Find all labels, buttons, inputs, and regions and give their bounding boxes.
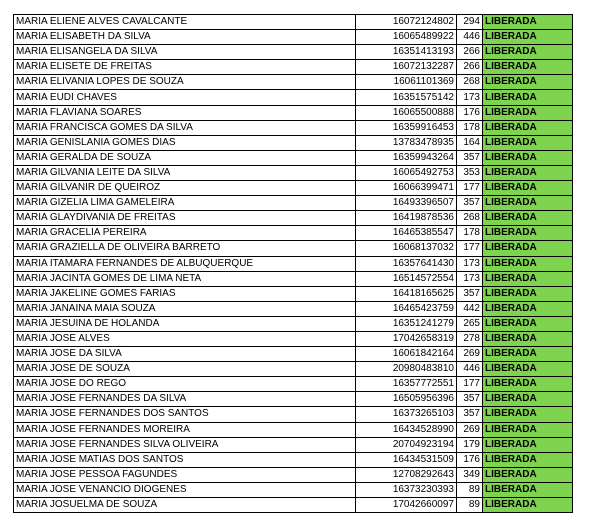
- code-cell: 16072124802: [356, 15, 457, 30]
- code-cell: 16351575142: [356, 90, 457, 105]
- code-cell: 16418165625: [356, 286, 457, 301]
- name-cell: MARIA JACINTA GOMES DE LIMA NETA: [14, 271, 356, 286]
- name-cell: MARIA JOSE FERNANDES DOS SANTOS: [14, 407, 356, 422]
- name-cell: MARIA GRACELIA PEREIRA: [14, 226, 356, 241]
- code-cell: 16061842164: [356, 347, 457, 362]
- value-cell: 278: [457, 331, 483, 346]
- value-cell: 266: [457, 45, 483, 60]
- name-cell: MARIA GILVANIR DE QUEIROZ: [14, 181, 356, 196]
- value-cell: 178: [457, 120, 483, 135]
- table-row: [14, 45, 573, 60]
- value-cell: 266: [457, 60, 483, 75]
- table-body: [14, 15, 573, 513]
- value-cell: 173: [457, 90, 483, 105]
- code-cell: 16465385547: [356, 226, 457, 241]
- value-cell: 268: [457, 75, 483, 90]
- code-cell: 16357772551: [356, 377, 457, 392]
- name-cell: MARIA JOSUELMA DE SOUZA: [14, 498, 356, 513]
- table-row: [14, 150, 573, 165]
- name-cell: MARIA JOSE VENANCIO DIOGENES: [14, 482, 356, 497]
- code-cell: 16065500888: [356, 105, 457, 120]
- value-cell: 446: [457, 362, 483, 377]
- value-cell: 89: [457, 482, 483, 497]
- code-cell: 17042660097: [356, 498, 457, 513]
- table-row: [14, 392, 573, 407]
- value-cell: 177: [457, 181, 483, 196]
- name-cell: MARIA JOSE DE SOUZA: [14, 362, 356, 377]
- name-cell: MARIA ELISANGELA DA SILVA: [14, 45, 356, 60]
- table-row: [14, 60, 573, 75]
- code-cell: 16514572554: [356, 271, 457, 286]
- code-cell: 16065492753: [356, 165, 457, 180]
- name-cell: MARIA JOSE ALVES: [14, 331, 356, 346]
- status-badge: LIBERADA: [483, 60, 573, 75]
- status-badge: LIBERADA: [483, 241, 573, 256]
- table-row: [14, 30, 573, 45]
- table-row: [14, 105, 573, 120]
- code-cell: 16373230393: [356, 482, 457, 497]
- status-badge: LIBERADA: [483, 498, 573, 513]
- status-badge: LIBERADA: [483, 30, 573, 45]
- name-cell: MARIA GILVANIA LEITE DA SILVA: [14, 165, 356, 180]
- table-row: [14, 347, 573, 362]
- table-row: [14, 301, 573, 316]
- table-row: [14, 482, 573, 497]
- status-badge: LIBERADA: [483, 407, 573, 422]
- status-badge: LIBERADA: [483, 165, 573, 180]
- name-cell: MARIA JANAINA MAIA SOUZA: [14, 301, 356, 316]
- status-badge: LIBERADA: [483, 196, 573, 211]
- table-row: [14, 120, 573, 135]
- value-cell: 357: [457, 286, 483, 301]
- code-cell: 16373265103: [356, 407, 457, 422]
- status-badge: LIBERADA: [483, 301, 573, 316]
- code-cell: 13783478935: [356, 135, 457, 150]
- value-cell: 265: [457, 316, 483, 331]
- code-cell: 20704923194: [356, 437, 457, 452]
- beneficiary-table: [13, 14, 573, 513]
- name-cell: MARIA EUDI CHAVES: [14, 90, 356, 105]
- name-cell: MARIA JOSE PESSOA FAGUNDES: [14, 467, 356, 482]
- value-cell: 268: [457, 211, 483, 226]
- value-cell: 294: [457, 15, 483, 30]
- status-badge: LIBERADA: [483, 181, 573, 196]
- code-cell: 20980483810: [356, 362, 457, 377]
- status-badge: LIBERADA: [483, 437, 573, 452]
- value-cell: 177: [457, 377, 483, 392]
- status-badge: LIBERADA: [483, 331, 573, 346]
- table-row: [14, 362, 573, 377]
- name-cell: MARIA FRANCISCA GOMES DA SILVA: [14, 120, 356, 135]
- table-row: [14, 90, 573, 105]
- name-cell: MARIA JESUINA DE HOLANDA: [14, 316, 356, 331]
- table-row: [14, 407, 573, 422]
- name-cell: MARIA ELISETE DE FREITAS: [14, 60, 356, 75]
- status-badge: LIBERADA: [483, 90, 573, 105]
- name-cell: MARIA GENISLANIA GOMES DIAS: [14, 135, 356, 150]
- code-cell: 16434528990: [356, 422, 457, 437]
- name-cell: MARIA JOSE FERNANDES MOREIRA: [14, 422, 356, 437]
- table-row: [14, 241, 573, 256]
- code-cell: 16419878536: [356, 211, 457, 226]
- status-badge: LIBERADA: [483, 422, 573, 437]
- code-cell: 16434531509: [356, 452, 457, 467]
- status-badge: LIBERADA: [483, 211, 573, 226]
- table-row: [14, 165, 573, 180]
- status-badge: LIBERADA: [483, 150, 573, 165]
- table-row: [14, 331, 573, 346]
- status-badge: LIBERADA: [483, 15, 573, 30]
- table-row: [14, 422, 573, 437]
- value-cell: 178: [457, 226, 483, 241]
- value-cell: 179: [457, 437, 483, 452]
- value-cell: 357: [457, 392, 483, 407]
- name-cell: MARIA JOSE FERNANDES DA SILVA: [14, 392, 356, 407]
- value-cell: 442: [457, 301, 483, 316]
- table-row: [14, 271, 573, 286]
- name-cell: MARIA GERALDA DE SOUZA: [14, 150, 356, 165]
- code-cell: 12708292643: [356, 467, 457, 482]
- value-cell: 269: [457, 347, 483, 362]
- value-cell: 89: [457, 498, 483, 513]
- table-row: [14, 75, 573, 90]
- name-cell: MARIA JAKELINE GOMES FARIAS: [14, 286, 356, 301]
- table-row: [14, 286, 573, 301]
- value-cell: 349: [457, 467, 483, 482]
- name-cell: MARIA GRAZIELLA DE OLIVEIRA BARRETO: [14, 241, 356, 256]
- value-cell: 164: [457, 135, 483, 150]
- status-badge: LIBERADA: [483, 482, 573, 497]
- table-row: [14, 256, 573, 271]
- status-badge: LIBERADA: [483, 226, 573, 241]
- value-cell: 353: [457, 165, 483, 180]
- code-cell: 16351241279: [356, 316, 457, 331]
- code-cell: 16061101369: [356, 75, 457, 90]
- table-row: [14, 467, 573, 482]
- status-badge: LIBERADA: [483, 316, 573, 331]
- name-cell: MARIA ELIENE ALVES CAVALCANTE: [14, 15, 356, 30]
- value-cell: 173: [457, 256, 483, 271]
- status-badge: LIBERADA: [483, 256, 573, 271]
- value-cell: 176: [457, 105, 483, 120]
- table-row: [14, 452, 573, 467]
- value-cell: 357: [457, 196, 483, 211]
- table-row: [14, 226, 573, 241]
- table-row: [14, 211, 573, 226]
- status-badge: LIBERADA: [483, 467, 573, 482]
- name-cell: MARIA JOSE DA SILVA: [14, 347, 356, 362]
- value-cell: 176: [457, 452, 483, 467]
- status-badge: LIBERADA: [483, 45, 573, 60]
- status-badge: LIBERADA: [483, 362, 573, 377]
- table-row: [14, 135, 573, 150]
- value-cell: 446: [457, 30, 483, 45]
- code-cell: 17042658319: [356, 331, 457, 346]
- status-badge: LIBERADA: [483, 452, 573, 467]
- status-badge: LIBERADA: [483, 347, 573, 362]
- status-badge: LIBERADA: [483, 286, 573, 301]
- table-row: [14, 181, 573, 196]
- value-cell: 357: [457, 407, 483, 422]
- table-row: [14, 196, 573, 211]
- code-cell: 16072132287: [356, 60, 457, 75]
- code-cell: 16065489922: [356, 30, 457, 45]
- name-cell: MARIA ELISABETH DA SILVA: [14, 30, 356, 45]
- code-cell: 16351413193: [356, 45, 457, 60]
- name-cell: MARIA JOSE FERNANDES SILVA OLIVEIRA: [14, 437, 356, 452]
- code-cell: 16465423759: [356, 301, 457, 316]
- code-cell: 16505956396: [356, 392, 457, 407]
- status-badge: LIBERADA: [483, 392, 573, 407]
- code-cell: 16066399471: [356, 181, 457, 196]
- status-badge: LIBERADA: [483, 271, 573, 286]
- name-cell: MARIA JOSE MATIAS DOS SANTOS: [14, 452, 356, 467]
- name-cell: MARIA GIZELIA LIMA GAMELEIRA: [14, 196, 356, 211]
- table-row: [14, 377, 573, 392]
- code-cell: 16359943264: [356, 150, 457, 165]
- name-cell: MARIA ITAMARA FERNANDES DE ALBUQUERQUE: [14, 256, 356, 271]
- name-cell: MARIA GLAYDIVANIA DE FREITAS: [14, 211, 356, 226]
- value-cell: 269: [457, 422, 483, 437]
- table-row: [14, 15, 573, 30]
- table-row: [14, 437, 573, 452]
- table-row: [14, 498, 573, 513]
- code-cell: 16357641430: [356, 256, 457, 271]
- code-cell: 16493396507: [356, 196, 457, 211]
- name-cell: MARIA ELIVANIA LOPES DE SOUZA: [14, 75, 356, 90]
- status-badge: LIBERADA: [483, 135, 573, 150]
- value-cell: 177: [457, 241, 483, 256]
- value-cell: 357: [457, 150, 483, 165]
- code-cell: 16359916453: [356, 120, 457, 135]
- status-badge: LIBERADA: [483, 105, 573, 120]
- value-cell: 173: [457, 271, 483, 286]
- name-cell: MARIA JOSE DO REGO: [14, 377, 356, 392]
- status-badge: LIBERADA: [483, 120, 573, 135]
- name-cell: MARIA FLAVIANA SOARES: [14, 105, 356, 120]
- table-row: [14, 316, 573, 331]
- code-cell: 16068137032: [356, 241, 457, 256]
- status-badge: LIBERADA: [483, 377, 573, 392]
- status-badge: LIBERADA: [483, 75, 573, 90]
